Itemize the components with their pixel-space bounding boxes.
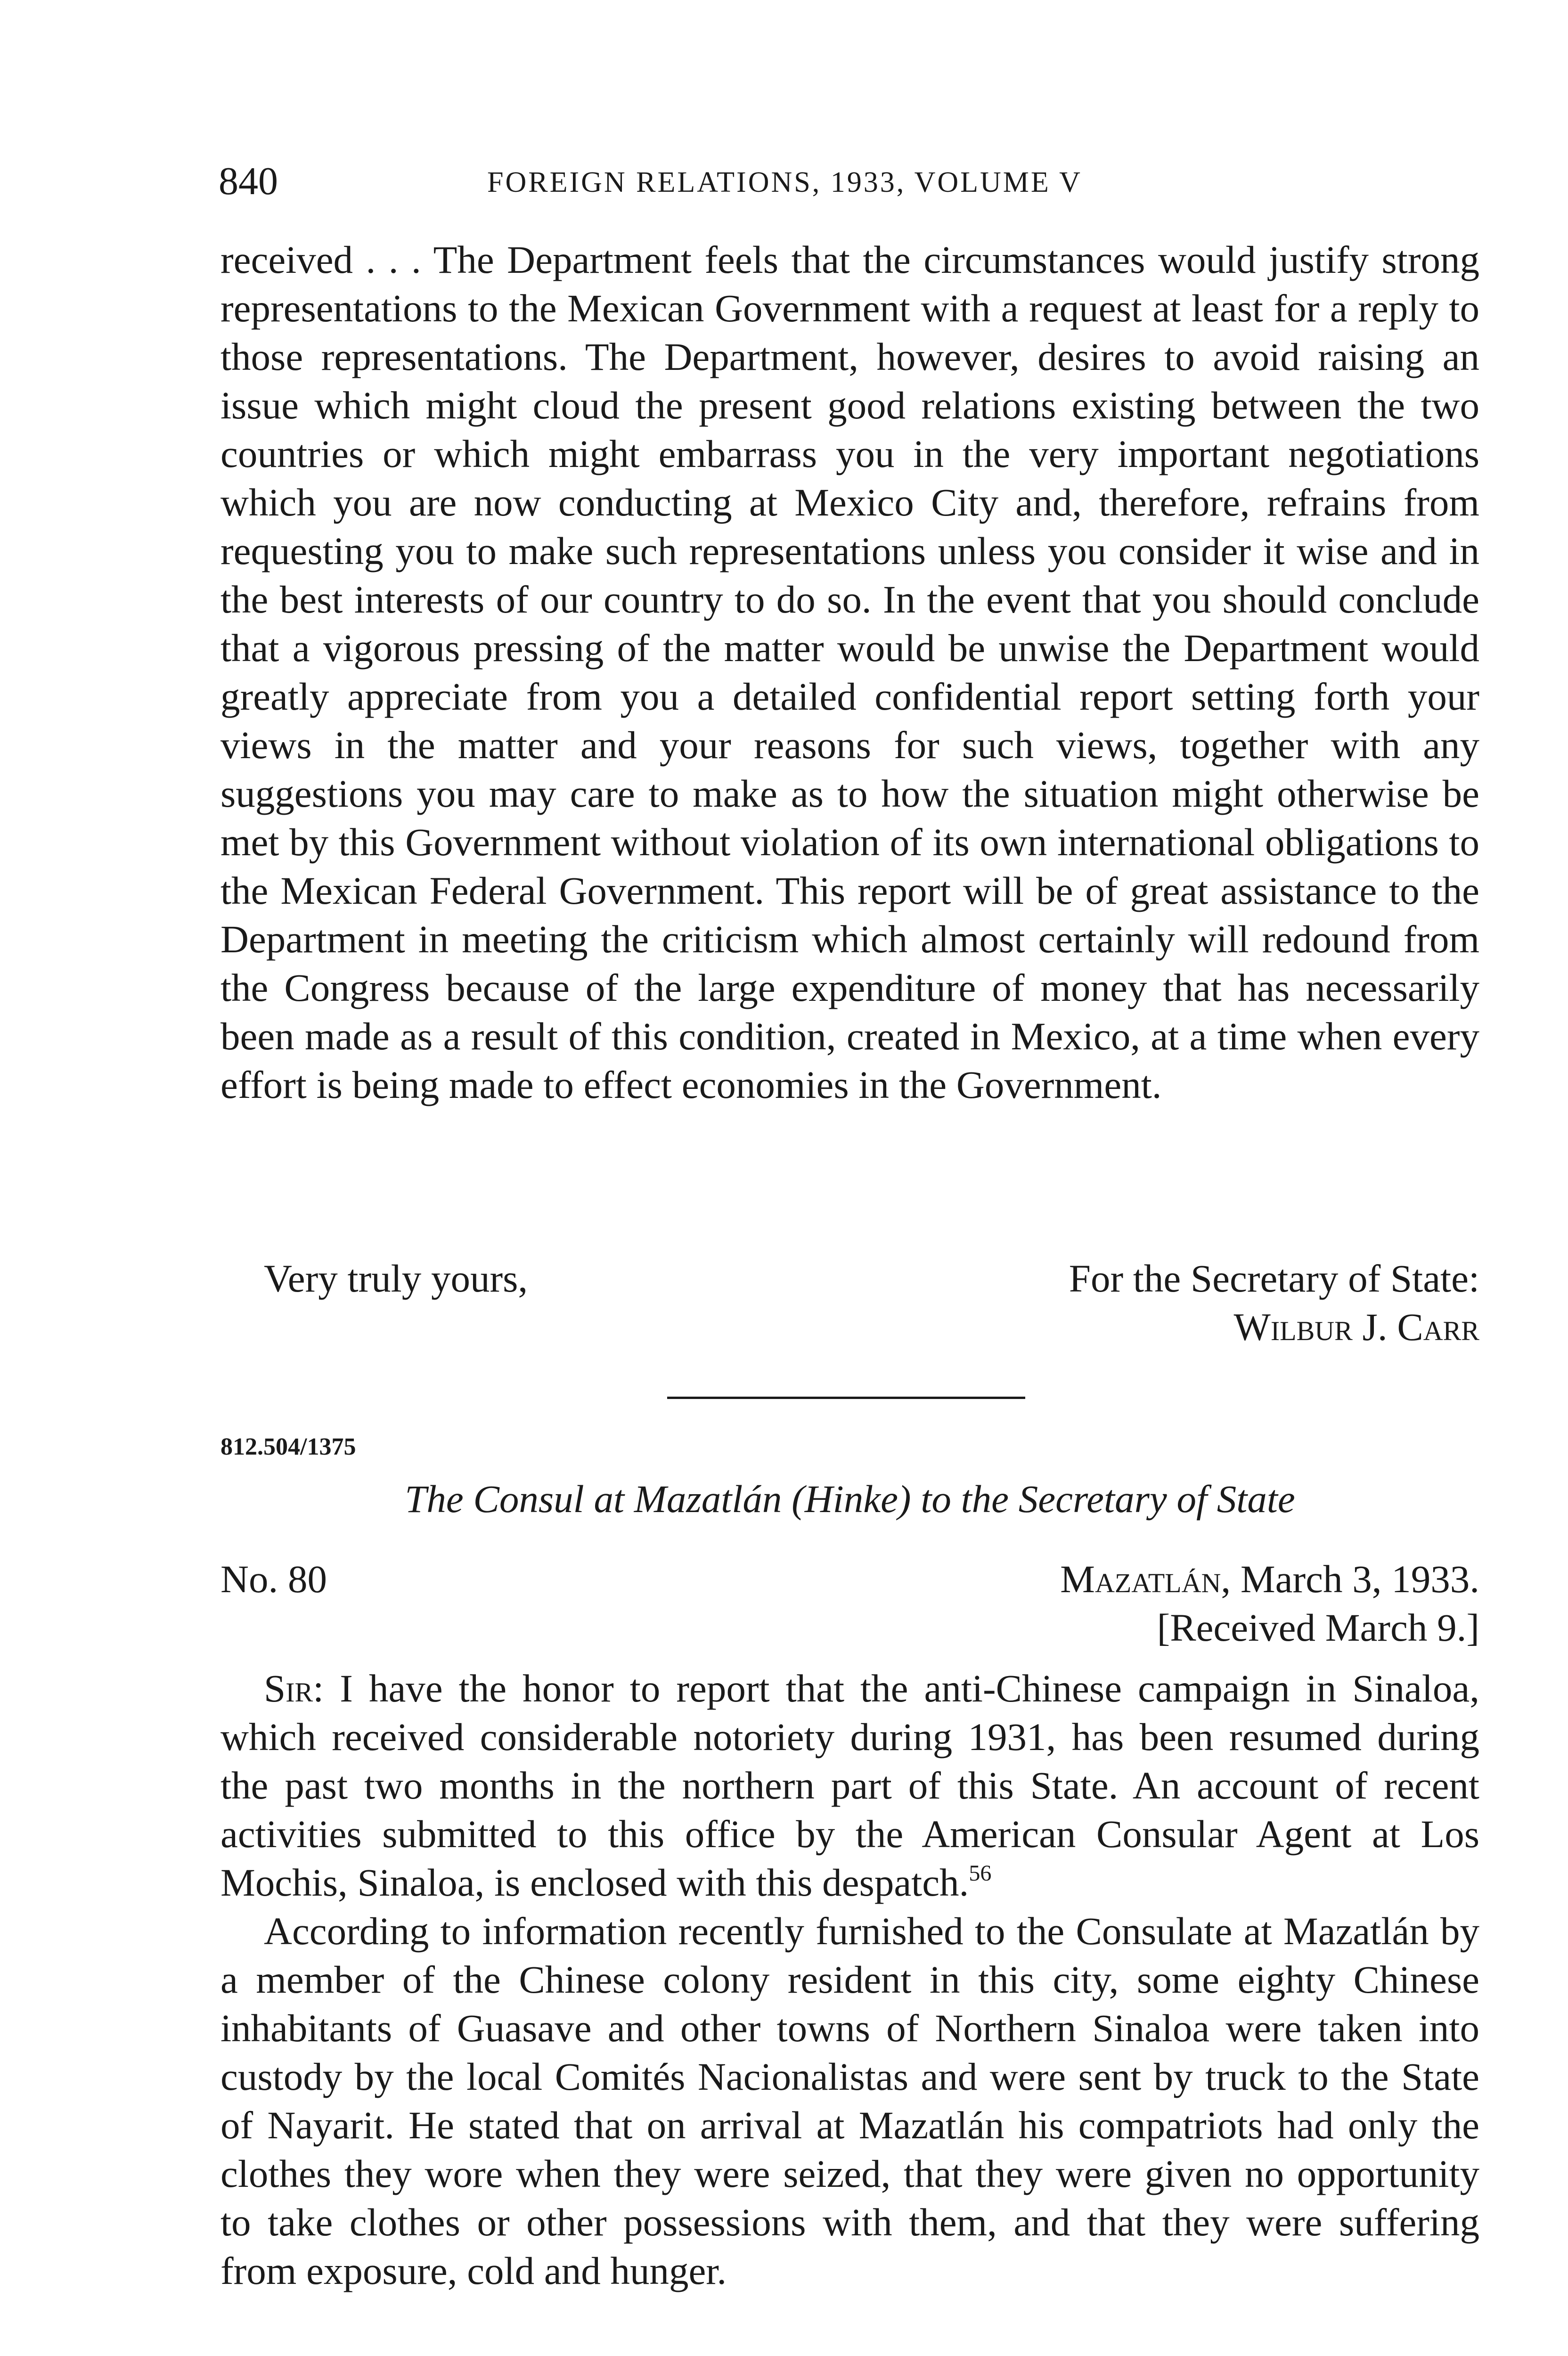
letter-paragraph: received . . . The Department feels that the circumstances would justify strong representations to the Mexican Government with a request at least for a reply to those representations. The Department, however, desires to avoid raising an issue which might cloud the present good relations existing between the two countries or which might embarrass you in the very important negotiations which you are now conducting at Mexico City and, therefore, refrains from requesting you to make such representations unless you consider it wise and in the best interests of our country to do so. In the event that you should conclude that a vigorous pressing of the matter would be unwise the Department would greatly appreciate from you a detailed confidential report setting forth your views in the matter and your reasons for such views, together with any suggestions you may care to make as to how the situation might otherwise be met by this Government without violation of its own international obligations to the Mexican Federal Government. This report will be of great assistance to the Department in meeting the criticism which almost certainly will redound from the Congress because of the large expenditure of money that has necessarily been made as a result of this condition, created in Mexico, at a time when every effort is being made to effect economies in the Government.	[220, 238, 1479, 1106]
salutation: Sir	[264, 1667, 313, 1710]
file-number: 812.504/1375	[220, 1433, 356, 1460]
despatch-paragraph-2: According to information recently furnished to the Consulate at Mazatlán by a member of the Chinese colony resident in this city, some eighty Chinese inhabitants of Guasave and other towns of Northern Sinaloa were taken into custody by the local Comités Nacionalistas and were sent by truck to the State of Nayarit. He stated that on arrival at Mazatlán his compatriots had only the clothes they wore when they were seized, that they were given no opportunity to take clothes or other possessions with them, and that they were suffering from exposure, cold and hunger.	[220, 1909, 1479, 2292]
document-title: The Consul at Mazatlán (Hinke) to the Secretary of State	[405, 1477, 1295, 1521]
received-date: [Received March 9.]	[1157, 1606, 1479, 1649]
received-line	[220, 1603, 1479, 1651]
date: March 3, 1933.	[1240, 1557, 1479, 1601]
complimentary-close: Very truly yours,	[264, 1257, 528, 1300]
running-head: FOREIGN RELATIONS, 1933, VOLUME V	[487, 166, 1082, 198]
page-number: 840	[219, 159, 278, 203]
letter-closing	[220, 1254, 1479, 1301]
for-secretary-line: For the Secretary of State:	[1069, 1257, 1479, 1300]
letter-body	[220, 236, 1479, 1109]
despatch-number: No. 80	[220, 1557, 327, 1601]
place-date	[1060, 1555, 1479, 1603]
footnote-reference: 56	[969, 1861, 992, 1886]
signature-name: Wilbur J. Carr	[1233, 1305, 1479, 1349]
despatch-paragraph-1	[220, 1664, 1479, 1907]
despatch-body	[220, 1664, 1479, 2295]
dateline	[220, 1555, 1479, 1602]
section-divider	[667, 1397, 1025, 1399]
page-header	[219, 158, 1481, 210]
place: Mazatlán,	[1060, 1557, 1231, 1601]
paragraph-1-text: : I have the honor to report that the anti-Chinese campaign in Sinaloa, which received considerable notoriety during 1931, has been resumed during the past two months in the northern part of this State. An account of recent activities submitted to this office by the American Consular Agent at Los Mochis, Sinaloa, is enclosed with this despatch.	[220, 1667, 1479, 1904]
